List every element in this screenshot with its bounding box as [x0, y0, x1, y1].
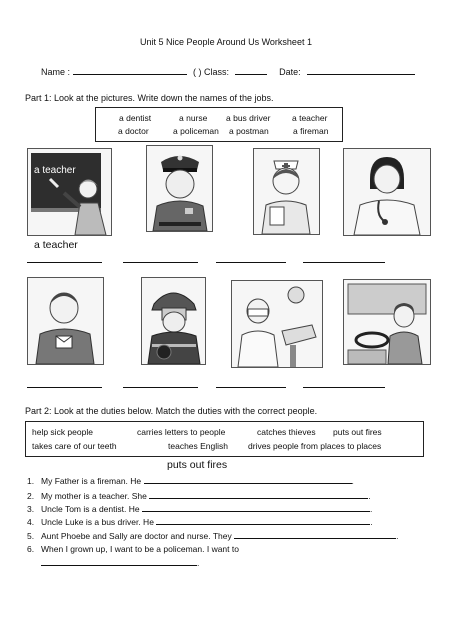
dentist-picture-icon — [231, 280, 323, 368]
sentence-blank[interactable] — [144, 475, 352, 484]
sentence-number: 4. — [27, 517, 35, 527]
sentence-text: Uncle Luke is a bus driver. He — [41, 517, 154, 527]
sentence-text: Aunt Phoebe and Sally are doctor and nurse. They — [41, 531, 232, 541]
doctor-picture-icon — [343, 148, 431, 236]
answer-line[interactable] — [303, 387, 385, 388]
part2-example-answer: puts out fires — [167, 459, 228, 471]
job-word-bank — [95, 107, 343, 142]
word-bank-item: a bus driver — [226, 113, 271, 123]
sentence-6-continuation — [41, 557, 199, 568]
sentence-blank[interactable] — [234, 530, 399, 541]
duty-item: carries letters to people — [137, 427, 226, 437]
duty-word-bank — [25, 421, 424, 457]
word-bank-item: a fireman — [293, 126, 329, 136]
sentence-end: . — [368, 491, 371, 501]
answer-line[interactable] — [27, 387, 102, 388]
date-label: Date: — [279, 67, 301, 77]
duty-item: teaches English — [168, 441, 229, 451]
duty-item: drives people from places to places — [248, 441, 382, 451]
answer-line[interactable] — [216, 262, 286, 263]
sentence-number: 3. — [27, 504, 35, 514]
answer-line[interactable] — [27, 262, 102, 263]
sentence-text: Uncle Tom is a dentist. He — [41, 504, 140, 514]
sentence-text: When I grown up, I want to be a policeman. I want to — [41, 544, 239, 554]
sentence-number: 5. — [27, 531, 35, 541]
name-label: Name : — [41, 67, 71, 77]
sentence-text: My Father is a fireman. He — [41, 476, 142, 486]
sentence-3 — [27, 503, 372, 514]
word-bank-item: a teacher — [292, 113, 328, 123]
duty-item: takes care of our teeth — [32, 441, 117, 451]
sentence-end: . — [370, 517, 373, 527]
sentence-number: 2. — [27, 491, 35, 501]
duty-item: puts out fires — [333, 427, 382, 437]
postman-picture-icon — [27, 277, 104, 365]
answer-line[interactable] — [216, 387, 286, 388]
bus-driver-picture-icon — [343, 279, 431, 365]
sentence-text: My mother is a teacher. She — [41, 491, 147, 501]
word-bank-item: a doctor — [118, 126, 149, 136]
sentence-number: 6. — [27, 544, 35, 554]
sentence-blank[interactable] — [41, 557, 200, 568]
sentence-5 — [27, 530, 399, 541]
word-bank-item: a postman — [229, 126, 269, 136]
class-label: ( ) Class: — [193, 67, 230, 77]
fireman-picture-icon — [141, 277, 206, 365]
sentence-1 — [27, 475, 354, 486]
part1-instruction: Part 1: Look at the pictures. Write down the names of the jobs. — [25, 93, 274, 103]
sentence-number: 1. — [27, 476, 35, 486]
word-bank-item: a dentist — [119, 113, 152, 123]
answer-line[interactable] — [123, 262, 198, 263]
name-blank[interactable] — [73, 65, 187, 75]
class-blank[interactable] — [235, 65, 267, 75]
worksheet-title: Unit 5 Nice People Around Us Worksheet 1 — [140, 37, 312, 47]
part2-instruction: Part 2: Look at the duties below. Match the duties with the correct people. — [25, 406, 318, 416]
sentence-end: . — [351, 476, 354, 486]
sentence-blank[interactable] — [156, 516, 373, 527]
answer-line[interactable] — [123, 387, 198, 388]
duty-item: help sick people — [32, 427, 93, 437]
answer-line[interactable] — [303, 262, 385, 263]
sentence-4 — [27, 516, 373, 527]
picture-label: a teacher — [34, 165, 76, 176]
word-bank-item: a nurse — [179, 113, 208, 123]
teacher-picture-icon — [27, 148, 112, 236]
nurse-picture-icon — [253, 148, 320, 235]
name-class-date-row — [41, 65, 415, 77]
part1-example-answer: a teacher — [34, 239, 78, 251]
word-bank-item: a policeman — [173, 126, 219, 136]
policeman-picture-icon — [146, 145, 213, 232]
sentence-blank[interactable] — [149, 490, 371, 501]
sentence-end: . — [369, 504, 373, 514]
sentence-blank[interactable] — [142, 503, 373, 514]
duty-item: catches thieves — [257, 427, 316, 437]
sentence-2 — [27, 490, 371, 501]
sentence-6 — [27, 544, 239, 554]
sentence-end: . — [396, 531, 399, 541]
sentence-end: . — [197, 558, 200, 568]
date-blank[interactable] — [307, 65, 415, 75]
